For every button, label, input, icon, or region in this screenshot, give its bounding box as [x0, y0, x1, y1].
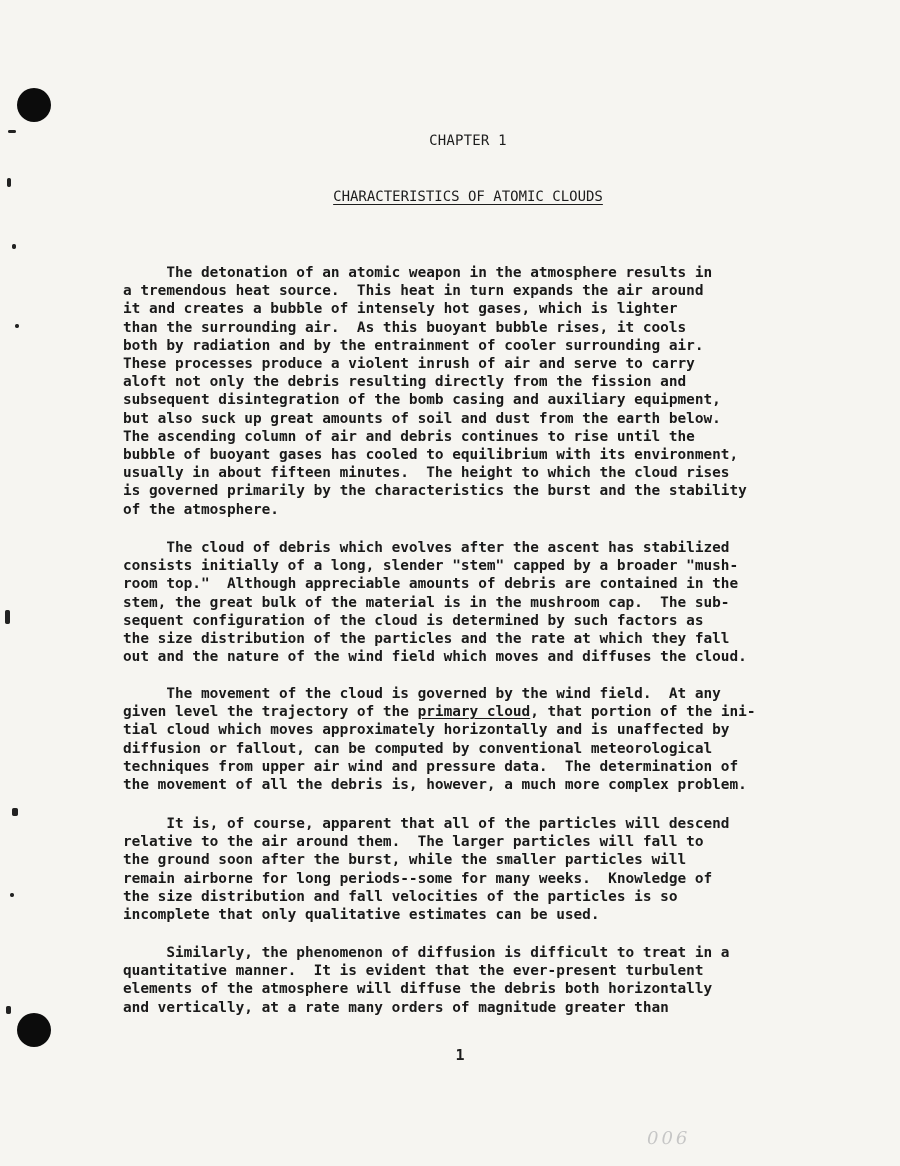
p3-line-1: The movement of the cloud is governed by the wind field. At any — [123, 686, 721, 702]
text-line: incomplete that only qualitative estimates can be used. — [123, 907, 600, 924]
text-line: Similarly, the phenomenon of diffusion is difficult to treat in a — [123, 945, 730, 961]
text-line: quantitative manner. It is evident that the ever-present turbulent — [123, 963, 704, 980]
p3-line-6: the movement of all the debris is, however, a much more complex problem. — [123, 777, 747, 794]
text-line: the ground soon after the burst, while the smaller particles will — [123, 852, 687, 869]
paragraph-2 — [123, 539, 803, 666]
text-line: and vertically, at a rate many orders of magnitude greater than — [123, 999, 669, 1016]
text-line: remain airborne for long periods--some for many weeks. Knowledge of — [123, 870, 713, 887]
text-line: relative to the air around them. The larger particles will fall to — [123, 834, 704, 851]
text-line: usually in about fifteen minutes. The height to which the cloud rises — [123, 465, 730, 482]
page-number: 1 — [455, 1046, 465, 1064]
text-line: is governed primarily by the characteristics the burst and the stability — [123, 483, 747, 500]
text-line: room top." Although appreciable amounts of debris are contained in the — [123, 576, 739, 593]
margin-speck — [7, 178, 11, 187]
chapter-title: CHARACTERISTICS OF ATOMIC CLOUDS — [333, 189, 603, 205]
text-line: The ascending column of air and debris continues to rise until the — [123, 428, 695, 445]
paragraph-1 — [123, 264, 803, 519]
p3-line-5: techniques from upper air wind and pressure data. The determination of — [123, 758, 739, 775]
p3-line-2-tail: , that portion of the ini- — [530, 704, 756, 721]
text-line: the size distribution and fall velocities of the particles is so — [123, 888, 678, 905]
text-line: sequent configuration of the cloud is determined by such factors as — [123, 612, 704, 629]
text-line: These processes produce a violent inrush of air and serve to carry — [123, 356, 695, 373]
text-line: a tremendous heat source. This heat in turn expands the air around — [123, 283, 704, 300]
text-line: the size distribution of the particles and the rate at which they fall — [123, 631, 730, 648]
text-line: consists initially of a long, slender "stem" capped by a broader "mush- — [123, 558, 739, 575]
paragraph-3 — [123, 685, 803, 794]
text-line: It is, of course, apparent that all of the particles will descend — [123, 816, 730, 832]
punch-hole-top — [17, 88, 51, 122]
faded-stamp: 006 — [647, 1128, 691, 1149]
p3-line-2-head: given level the trajectory of the — [123, 704, 418, 721]
p3-line-3: tial cloud which moves approximately horizontally and is unaffected by — [123, 722, 730, 739]
text-line: than the surrounding air. As this buoyant bubble rises, it cools — [123, 319, 687, 336]
text-line: elements of the atmosphere will diffuse the debris both horizontally — [123, 981, 713, 998]
paragraph-5 — [123, 944, 803, 1017]
paragraph-4 — [123, 815, 803, 924]
margin-speck — [15, 324, 19, 328]
text-line: out and the nature of the wind field which moves and diffuses the cloud. — [123, 649, 747, 666]
margin-speck — [5, 610, 10, 624]
underlined-term: primary cloud — [417, 704, 531, 721]
p3-line-4: diffusion or fallout, can be computed by conventional meteorological — [123, 740, 713, 757]
text-line: stem, the great bulk of the material is in the mushroom cap. The sub- — [123, 594, 730, 611]
text-line: subsequent disintegration of the bomb casing and auxiliary equipment, — [123, 392, 721, 409]
text-line: The detonation of an atomic weapon in the atmosphere results in — [123, 265, 713, 281]
text-line: of the atmosphere. — [123, 501, 279, 518]
text-line: but also suck up great amounts of soil and dust from the earth below. — [123, 410, 721, 427]
margin-speck — [6, 1006, 11, 1014]
punch-hole-bottom — [17, 1013, 51, 1047]
margin-speck — [12, 808, 18, 816]
margin-speck — [12, 244, 16, 249]
text-line: The cloud of debris which evolves after the ascent has stabilized — [123, 540, 730, 556]
chapter-heading: CHAPTER 1 — [429, 133, 507, 149]
text-line: it and creates a bubble of intensely hot gases, which is lighter — [123, 301, 678, 318]
margin-speck — [10, 893, 14, 897]
text-line: aloft not only the debris resulting directly from the fission and — [123, 374, 687, 391]
text-line: bubble of buoyant gases has cooled to equilibrium with its environment, — [123, 447, 739, 464]
text-line: both by radiation and by the entrainment of cooler surrounding air. — [123, 337, 704, 354]
